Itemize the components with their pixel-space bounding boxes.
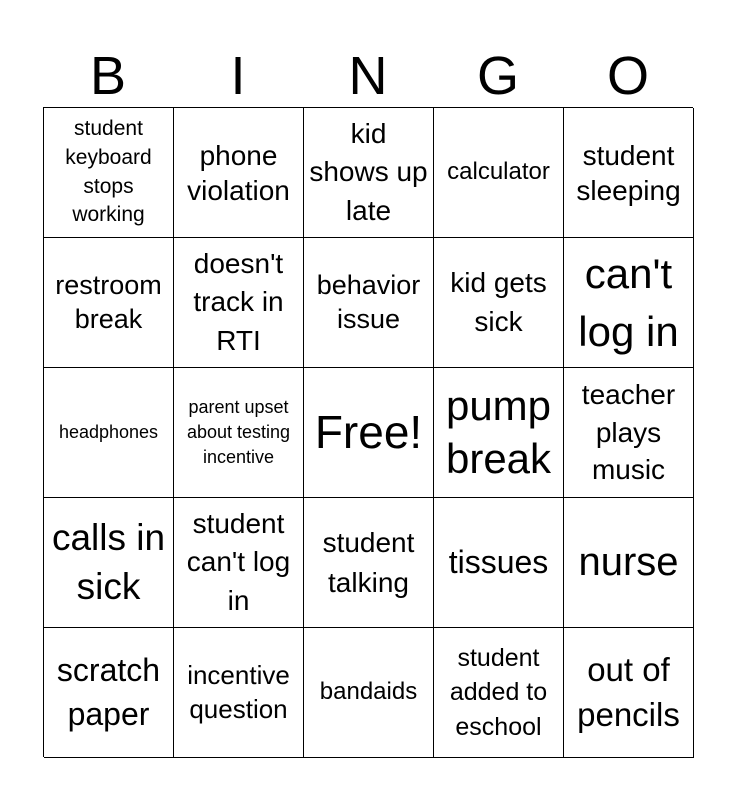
header-letter-n: N [348,46,388,106]
header-letter-g: G [476,46,519,106]
cell-text: student sleeping [576,139,681,206]
cell-text: restroom break [55,269,162,334]
bingo-cell[interactable] [304,628,434,758]
bingo-cell[interactable] [434,238,564,368]
cell-text: headphones [58,421,159,442]
bingo-cell[interactable] [44,368,174,498]
bingo-cell[interactable] [44,498,174,628]
bingo-cell[interactable] [174,108,304,238]
bingo-cell[interactable] [44,238,174,368]
header-letter-o: O [606,46,649,106]
cell-text: student talking [322,527,415,598]
bingo-cell[interactable] [44,108,174,238]
bingo-cell[interactable] [564,628,694,758]
bingo-cell[interactable] [174,368,304,498]
bingo-cell[interactable] [434,368,564,498]
cell-text: tissues [448,543,549,580]
cell-text: nurse [578,539,679,584]
cell-text: Free! [314,406,423,459]
bingo-cell[interactable] [44,628,174,758]
cell-text: calculator [447,158,550,186]
cell-text: can't log in [578,249,679,355]
cell-text: teacher plays music [581,378,676,486]
bingo-cell[interactable] [564,368,694,498]
bingo-board [43,107,693,757]
cell-text: student can't log in [186,507,291,616]
cell-text: behavior issue [316,269,421,334]
bingo-cell[interactable] [304,238,434,368]
bingo-cell[interactable] [304,368,434,498]
cell-text: phone violation [187,139,290,206]
bingo-cell[interactable] [434,498,564,628]
cell-text: calls in sick [51,517,166,607]
bingo-cell[interactable] [434,108,564,238]
bingo-cell[interactable] [564,108,694,238]
cell-text: pump break [445,382,552,482]
bingo-cell[interactable] [174,628,304,758]
cell-text: doesn't track in RTI [193,247,284,356]
header-letter-b: B [89,46,127,106]
cell-text: bandaids [319,678,418,706]
bingo-cell[interactable] [174,238,304,368]
cell-text: student keyboard stops working [65,116,152,227]
bingo-cell[interactable] [564,238,694,368]
bingo-header [43,44,693,108]
cell-text: student added to eschool [449,643,548,741]
cell-text: out of pencils [577,650,680,733]
cell-text: kid gets sick [450,266,547,337]
bingo-cell[interactable] [434,628,564,758]
bingo-cell[interactable] [564,498,694,628]
bingo-cell[interactable] [174,498,304,628]
header-letter-i: I [230,46,246,106]
cell-text: parent upset about testing incentive [186,396,291,468]
bingo-cell[interactable] [304,108,434,238]
cell-text: incentive question [187,659,290,724]
bingo-cell[interactable] [304,498,434,628]
cell-text: scratch paper [56,652,161,732]
cell-text: kid shows up late [309,117,428,226]
